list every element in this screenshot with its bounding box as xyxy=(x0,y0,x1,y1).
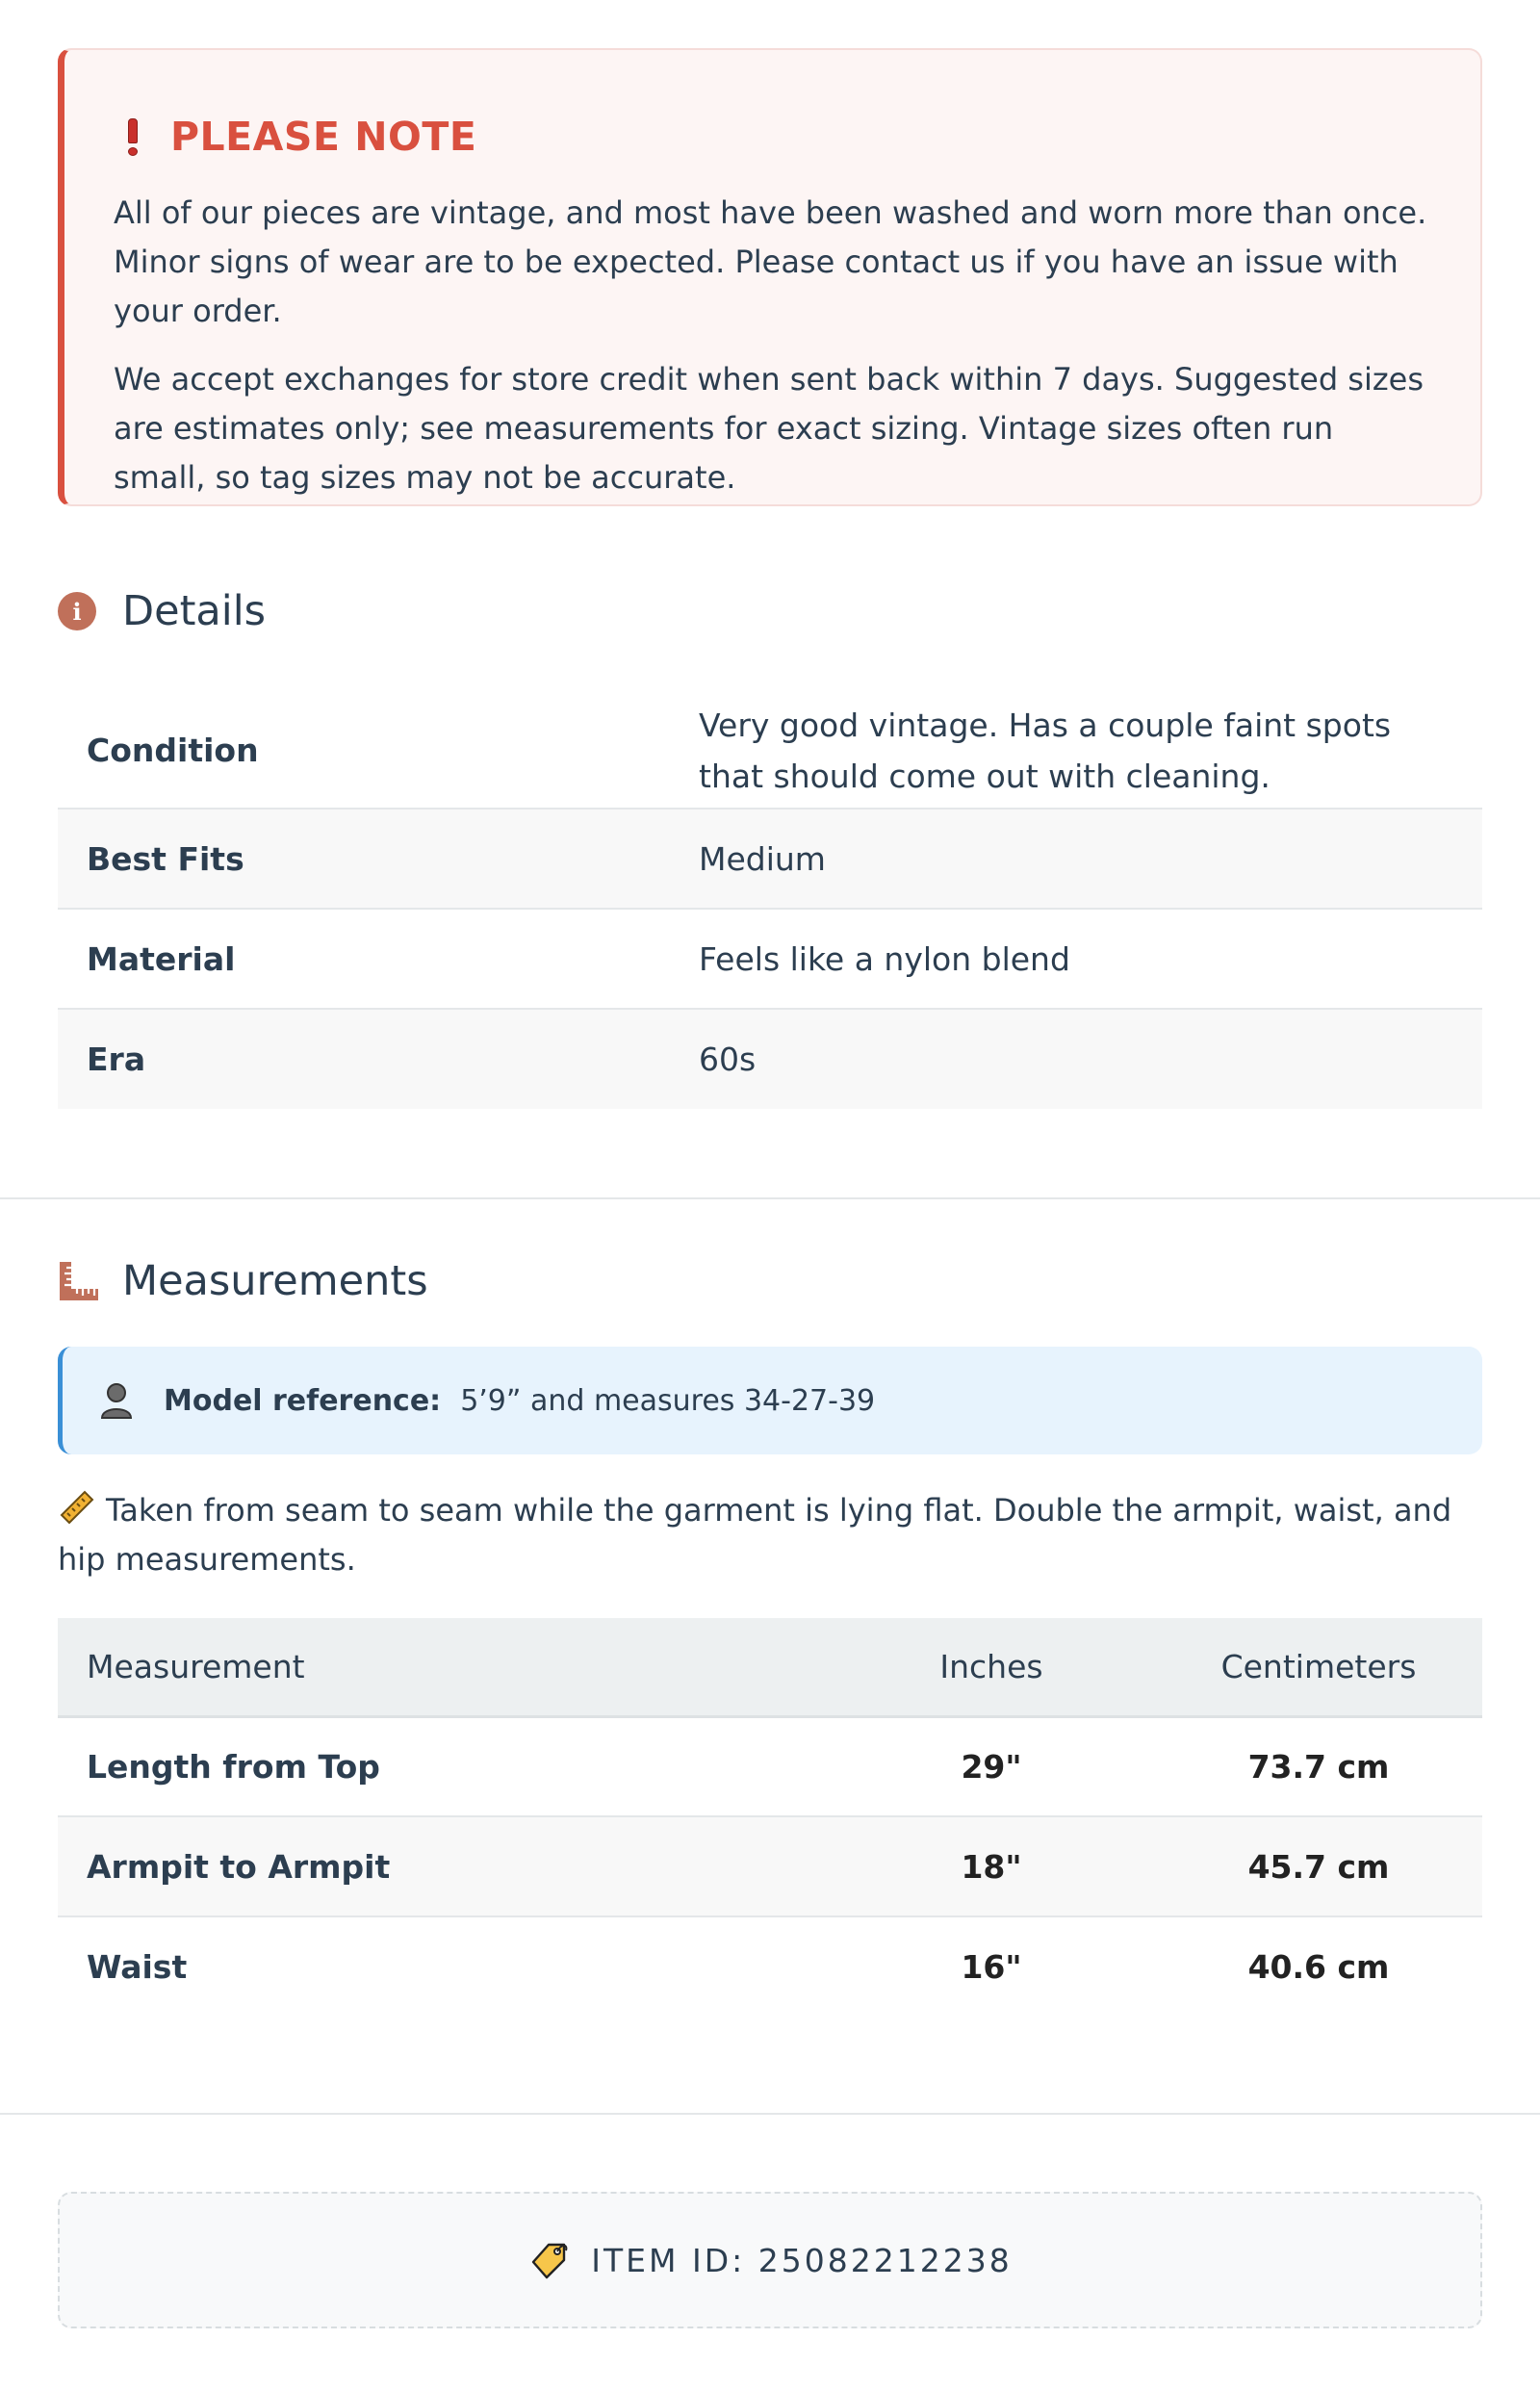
details-table xyxy=(58,693,1482,1109)
table-row xyxy=(58,1916,1482,2017)
notice-header xyxy=(114,108,1432,166)
table-row xyxy=(58,1816,1482,1916)
table-header-row xyxy=(58,1618,1482,1716)
item-id-text: ITEM ID: 25082212238 xyxy=(591,2241,1013,2279)
ruler-icon xyxy=(58,1260,100,1302)
detail-value: Medium xyxy=(699,839,826,878)
detail-label: Best Fits xyxy=(87,839,244,878)
measurements-heading xyxy=(58,1257,1482,1305)
column-header-inches: Inches xyxy=(828,1618,1155,1716)
notice-title: PLEASE NOTE xyxy=(170,114,477,160)
detail-value: Feels like a nylon blend xyxy=(699,939,1070,978)
measurement-name: Waist xyxy=(87,1948,188,1986)
measurement-inches: 16" xyxy=(961,1948,1022,1986)
info-icon: i xyxy=(58,592,96,630)
table-row xyxy=(58,809,1482,909)
column-header-measurement: Measurement xyxy=(58,1618,828,1716)
measurement-note xyxy=(58,1486,1482,1584)
section-divider xyxy=(0,2113,1540,2115)
model-reference-value: 5’9” and measures 34-27-39 xyxy=(460,1383,876,1418)
detail-value: 60s xyxy=(699,1041,757,1078)
model-reference-label: Model reference: xyxy=(164,1383,442,1418)
measurement-name: Length from Top xyxy=(58,1716,828,1816)
detail-label: Material xyxy=(87,939,236,978)
measurement-cm: 45.7 cm xyxy=(1155,1816,1482,1916)
tag-icon xyxy=(527,2239,570,2281)
measurement-cm: 40.6 cm xyxy=(1247,1948,1390,1986)
ruler-pencil-icon xyxy=(58,1488,96,1527)
measurement-inches: 18" xyxy=(828,1816,1155,1916)
measurement-cm: 73.7 cm xyxy=(1155,1716,1482,1816)
measurement-note-text: Taken from seam to seam while the garment is lying flat. Double the armpit, waist, and hip measurements. xyxy=(58,1492,1452,1578)
please-note-box xyxy=(58,48,1482,506)
measurement-inches: 29" xyxy=(828,1716,1155,1816)
detail-label: Condition xyxy=(87,732,259,769)
section-divider xyxy=(0,1197,1540,1199)
details-heading xyxy=(58,587,1482,635)
person-icon xyxy=(98,1381,135,1420)
detail-value: Very good vintage. Has a couple faint spots that should come out with cleaning. xyxy=(699,706,1392,795)
table-row xyxy=(58,1009,1482,1109)
notice-paragraph-2: We accept exchanges for store credit when sent back within 7 days. Suggested sizes are estimates only; see measurements for exact sizing. Vintage sizes often run small, so tag sizes may not be accurate. xyxy=(114,361,1424,496)
item-id-box xyxy=(58,2192,1482,2328)
measurements-title: Measurements xyxy=(122,1257,428,1305)
table-row xyxy=(58,693,1482,809)
measurement-name: Armpit to Armpit xyxy=(58,1816,828,1916)
notice-paragraph-1: All of our pieces are vintage, and most have been washed and worn more than once. Minor signs of wear are to be expected. Please contact us if you have an issue with your order. xyxy=(114,194,1427,329)
table-row xyxy=(58,1716,1482,1816)
model-reference-box xyxy=(58,1347,1482,1454)
details-title: Details xyxy=(122,587,267,635)
column-header-centimeters: Centimeters xyxy=(1155,1618,1482,1716)
detail-label: Era xyxy=(87,1041,146,1078)
measurements-table xyxy=(58,1618,1482,2017)
exclamation-icon xyxy=(123,118,142,156)
details-section xyxy=(58,587,1482,1109)
measurements-section xyxy=(58,1257,1482,2017)
table-row xyxy=(58,909,1482,1009)
